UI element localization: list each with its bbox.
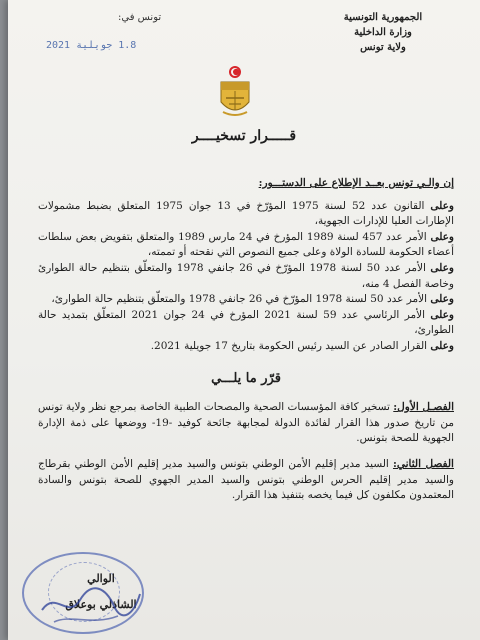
consideration-item [38, 308, 454, 339]
consideration-keyword: وعلى [430, 230, 455, 243]
consideration-text: القانون عدد 52 لسنة 1975 المؤرّخ في 13 جوان 1975 المتعلق بضبط مشمولات الإطارات العليا للإدارات الجهوية، [38, 199, 454, 228]
consideration-item [38, 339, 454, 355]
preamble: إن والـي تونس بعــد الإطلاع على الدستـــور: [258, 177, 454, 189]
consideration-keyword: وعلى [430, 261, 454, 274]
governorate-name: ولاية تونس [360, 42, 406, 53]
republic-name: الجمهورية التونسية [343, 12, 423, 23]
article-label: الفصل الثاني: [392, 457, 454, 470]
article-text: تسخير كافة المؤسسات الصحية والمصحات الطبية الخاصة بمرجع نظر ولاية تونس من تاريخ صدور هذا القرار لفائدة الدولة لمجابهة جائحة كوفيد -19- ووضعها على ذمة الإدارة الجهوية للصحة بتونس. [38, 401, 454, 445]
ministry-name: وزارة الداخلية [354, 27, 412, 38]
document-title: قـــــرار تسخيــــر [191, 128, 297, 144]
letterhead [308, 10, 458, 55]
decision-heading: قرّر ما يلـــي [211, 370, 281, 386]
article-text: السيد مدير إقليم الأمن الوطني بتونس والسيد مدير إقليم الأمن الوطني بقرطاج والسيد مدير إقليم الحرس الوطني بتونس والسيد المدير الجهوي للصحة بتونس والسادة المعتمدون مكلفون كل فيما يخصه بتنفيذ هذا القرار. [38, 457, 454, 502]
consideration-item [38, 261, 454, 292]
article-label: الفصـل الأول: [393, 401, 454, 414]
document-page [8, 0, 480, 640]
city-date-label: تونس في: [118, 12, 162, 23]
consideration-text: الأمر الرئاسي عدد 59 لسنة 2021 المؤرخ في 24 جوان 2021 المتعلّق بتمديد حالة الطوارئ، [38, 308, 454, 337]
signature-title: الوالي [87, 572, 115, 585]
handwritten-signature-icon [36, 570, 146, 630]
consideration-text: الأمر عدد 50 لسنة 1978 المؤرّخ في 26 جانفي 1978 والمتعلّق بتنظيم حالة الطوارئ وخاصة الفصل 4 منه، [38, 261, 454, 290]
consideration-text: الأمر عدد 457 لسنة 1989 المؤرخ في 24 مارس 1989 والمتعلق بتفويض بعض سلطات أعضاء الحكومة للسادة الولاة وعلى جميع النصوص التي نقحته أو تممته، [38, 230, 454, 259]
consideration-item [38, 292, 454, 308]
consideration-text: الأمر عدد 50 لسنة 1978 المؤرّخ في 26 جانفي 1978 والمتعلّق بتنظيم حالة الطوارئ، [51, 293, 431, 306]
consideration-item [38, 230, 454, 261]
consideration-text: القرار الصادر عن السيد رئيس الحكومة بتاريخ 17 جويلية 2021. [150, 339, 431, 352]
consideration-item [38, 199, 454, 230]
article-item [38, 400, 454, 447]
article-item [38, 457, 454, 504]
document-body [38, 176, 454, 514]
date-stamp: 1.8 جويلية 2021 [46, 40, 137, 51]
coat-of-arms-icon [215, 64, 255, 120]
signature-name: الشاذلي بوعلاق [65, 598, 137, 611]
consideration-keyword: وعلى [430, 293, 454, 306]
consideration-keyword: وعلى [430, 199, 454, 212]
consideration-keyword: وعلى [430, 339, 454, 352]
consideration-keyword: وعلى [430, 308, 454, 321]
